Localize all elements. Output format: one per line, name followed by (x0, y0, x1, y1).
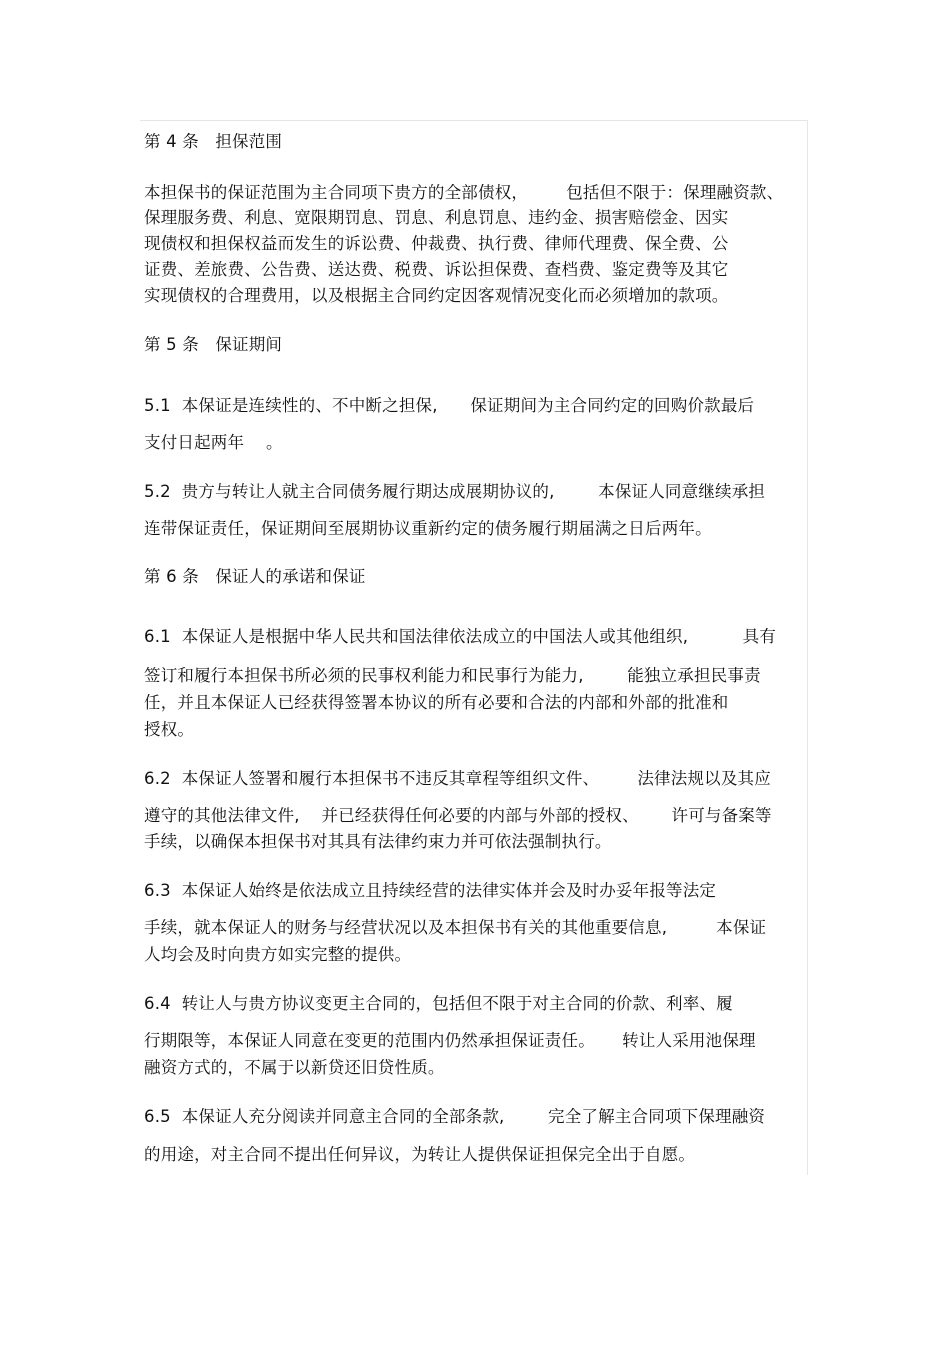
clause-5-2-line: 5.2 贵方与转让人就主合同债务履行期达成展期协议的, 本保证人同意继续承担 (144, 482, 766, 501)
clause-6-3-line: 手续，就本保证人的财务与经营状况以及本担保书有关的其他重要信息, 本保证 (144, 918, 767, 937)
clause-6-4-line: 行期限等，本保证人同意在变更的范围内仍然承担保证责任。 转让人采用池保理 (144, 1031, 756, 1050)
clause-6-2-line: 遵守的其他法律文件, 并已经获得任何必要的内部与外部的授权、 许可与备案等 (144, 806, 772, 825)
article-4-line: 证费、差旅费、公告费、送达费、税费、诉讼担保费、查档费、鉴定费等及其它 (144, 260, 729, 279)
clause-6-5-line: 的用途，对主合同不提出任何异议，为转让人提供保证担保完全出于自愿。 (144, 1145, 696, 1164)
article-4-line: 实现债权的合理费用，以及根据主合同约定因客观情况变化而必须增加的款项。 (144, 286, 729, 305)
article-4-line: 现债权和担保权益而发生的诉讼费、仲裁费、执行费、律师代理费、保全费、公 (144, 234, 729, 253)
article-4-line: 本担保书的保证范围为主合同项下贵方的全部债权， 包括但不限于：保理融资款、 (144, 183, 784, 202)
clause-5-1-line: 5.1 本保证是连续性的、不中断之担保, 保证期间为主合同约定的回购价款最后 (144, 396, 755, 415)
clause-6-1-line: 任，并且本保证人已经获得签署本协议的所有必要和合法的内部和外部的批准和 (144, 693, 729, 712)
clause-6-4-line: 融资方式的，不属于以新贷还旧贷性质。 (144, 1058, 445, 1077)
clause-6-1-line: 6.1 本保证人是根据中华人民共和国法律依法成立的中国法人或其他组织, 具有 (144, 627, 777, 646)
clause-6-5-line: 6.5 本保证人充分阅读并同意主合同的全部条款, 完全了解主合同项下保理融资 (144, 1107, 766, 1126)
article-5-heading: 第 5 条 保证期间 (144, 335, 283, 354)
clause-5-1-line: 支付日起两年 。 (144, 433, 283, 452)
clause-5-2-line: 连带保证责任，保证期间至展期协议重新约定的债务履行期届满之日后两年。 (144, 519, 712, 538)
clause-6-1-line: 签订和履行本担保书所必须的民事权利能力和民事行为能力, 能独立承担民事责 (144, 666, 761, 685)
clause-6-1-line: 授权。 (144, 720, 195, 739)
clause-6-3-line: 人均会及时向贵方如实完整的提供。 (144, 945, 412, 964)
clause-6-2-line: 手续，以确保本担保书对其具有法律约束力并可依法强制执行。 (144, 832, 612, 851)
clause-6-4-line: 6.4 转让人与贵方协议变更主合同的，包括但不限于对主合同的价款、利率、履 (144, 994, 733, 1013)
article-4-line: 保理服务费、利息、宽限期罚息、罚息、利息罚息、违约金、损害赔偿金、因实 (144, 208, 729, 227)
clause-6-3-line: 6.3 本保证人始终是依法成立且持续经营的法律实体并会及时办妥年报等法定 (144, 881, 717, 900)
article-4-heading: 第 4 条 担保范围 (144, 132, 283, 151)
article-6-heading: 第 6 条 保证人的承诺和保证 (144, 567, 366, 586)
clause-6-2-line: 6.2 本保证人签署和履行本担保书不违反其章程等组织文件、 法律法规以及其应 (144, 769, 771, 788)
